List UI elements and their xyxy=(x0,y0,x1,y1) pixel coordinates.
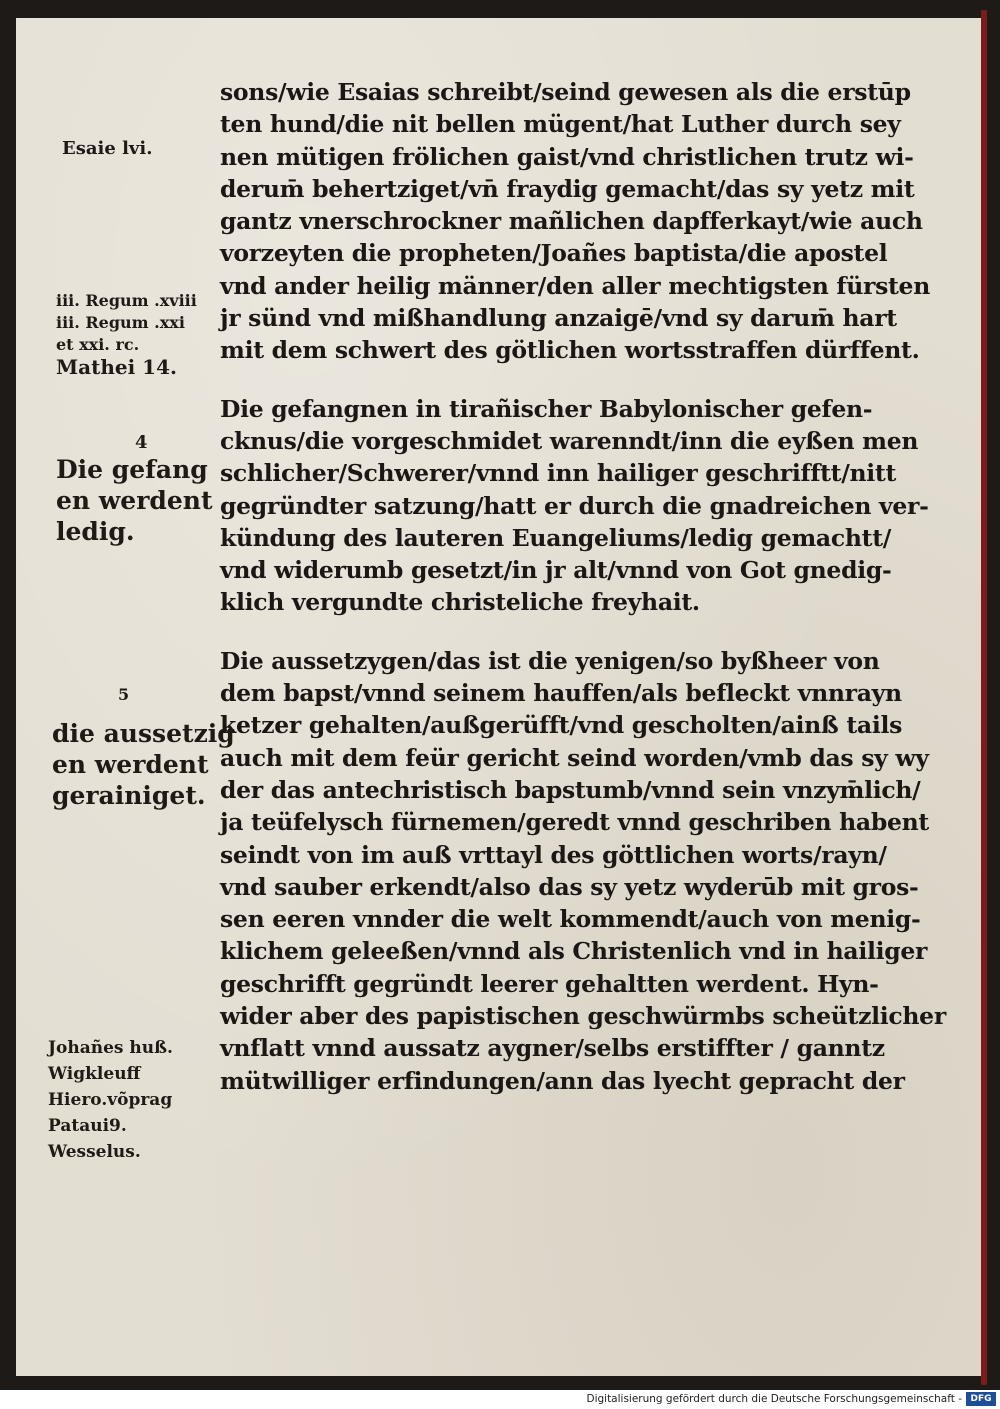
marginal-line: et xxi. rc. xyxy=(56,335,140,354)
text-line: jr sünd vnd mißhandlung anzaigē/vnd sy darum̄ hart xyxy=(220,304,897,333)
text-line: klichem geleeßen/vnnd als Christenlich vnd in hailiger xyxy=(220,937,928,966)
text-line: seindt von im auß vrttayl des göttlichen worts/rayn/ xyxy=(220,840,887,869)
text-line: ja teüfelysch fürnemen/geredt vnnd geschriben habent xyxy=(220,808,929,837)
marginal-line: ledig. xyxy=(56,517,135,546)
marginal-heading-aussetzig xyxy=(52,718,235,811)
marginal-line: en werdent xyxy=(52,750,209,779)
text-line: sen eeren vnnder die welt kommendt/auch von menig- xyxy=(220,905,921,934)
text-line: mit dem schwert des götlichen wortsstraffen dürffent. xyxy=(220,336,920,365)
text-line: wider aber des papistischen geschwürmbs scheützlicher xyxy=(220,1002,946,1031)
text-line: dem bapst/vnnd seinem hauffen/als befleckt vnnrayn xyxy=(220,679,902,708)
section-number-4: 4 xyxy=(135,432,148,453)
text-line: vnd sauber erkendt/also das sy yetz wyderūb mit gros- xyxy=(220,872,919,901)
text-line: sons/wie Esaias schreibt/seind gewesen als die erstūp xyxy=(220,78,911,106)
section-number-5: 5 xyxy=(118,685,130,704)
paragraph-2 xyxy=(220,393,929,619)
text-line: vorzeyten die propheten/Joañes baptista/die apostel xyxy=(220,239,888,268)
text-line: klich vergundte christeliche freyhait. xyxy=(220,588,700,617)
text-line: cknus/die vorgeschmidet warenndt/inn die eyßen men xyxy=(220,426,919,455)
marginal-line: Johañes huß. xyxy=(48,1038,173,1058)
paragraph-3 xyxy=(220,645,946,1097)
marginal-line: iii. Regum .xxi xyxy=(56,313,185,332)
marginal-line: iii. Regum .xviii xyxy=(56,291,197,310)
text-line: Die aussetzygen/das ist die yenigen/so byßheer von xyxy=(220,646,880,675)
marginal-line: gerainiget. xyxy=(52,781,206,810)
marginal-line: en werdent xyxy=(56,486,213,515)
footer xyxy=(0,1390,1000,1409)
marginal-note-regum xyxy=(56,290,197,378)
text-line: vnflatt vnnd aussatz aygner/selbs erstiffter / ganntz xyxy=(220,1034,885,1063)
marginal-line: Wesselus. xyxy=(48,1142,141,1162)
paragraph-1 xyxy=(220,76,930,367)
text-line: ketzer gehalten/außgerüfft/vnd gescholten/ainß tails xyxy=(220,711,902,740)
text-line: Die gefangnen in tirañischer Babylonischer gefen- xyxy=(220,394,873,423)
text-line: ten hund/die nit bellen mügent/hat Luther durch sey xyxy=(220,110,901,139)
marginal-line: Hiero.võprag xyxy=(48,1090,173,1110)
marginal-note-esaie: Esaie lvi. xyxy=(62,138,153,159)
funding-credit: Digitalisierung gefördert durch die Deutsche Forschungsgemeinschaft - xyxy=(586,1393,962,1405)
main-text xyxy=(220,76,946,1097)
dfg-logo: DFG xyxy=(966,1392,996,1406)
text-line: derum̄ behertziget/vn̄ fraydig gemacht/das sy yetz mit xyxy=(220,174,915,203)
text-line: vnd widerumb gesetzt/in jr alt/vnnd von Got gnedig- xyxy=(220,556,892,585)
text-line: schlicher/Schwerer/vnnd inn hailiger geschrifftt/nitt xyxy=(220,459,897,488)
text-line: vnd ander heilig männer/den aller mechtigsten fürsten xyxy=(220,271,930,300)
marginal-line: Die gefang xyxy=(56,455,208,484)
text-line: der das antechristisch bapstumb/vnnd sein vnzym̄lich/ xyxy=(220,775,921,804)
text-line: kündung des lauteren Euangeliums/ledig gemachtt/ xyxy=(220,523,892,552)
book-edge xyxy=(981,10,987,1385)
marginal-line: Pataui9. xyxy=(48,1116,127,1136)
marginal-heading-gefangen xyxy=(56,454,213,547)
text-line: gegründter satzung/hatt er durch die gnadreichen ver- xyxy=(220,491,929,520)
text-line: mütwilliger erfindungen/ann das lyecht gepracht der xyxy=(220,1066,905,1095)
marginal-line: Mathei 14. xyxy=(56,355,177,379)
text-line: auch mit dem feür gericht seind worden/vmb das sy wy xyxy=(220,743,929,772)
text-line: gantz vnerschrockner mañlichen dapfferkayt/wie auch xyxy=(220,207,923,236)
text-line: geschrifft gegründt leerer gehaltten werdent. Hyn- xyxy=(220,969,879,998)
text-line: nen mütigen frölichen gaist/vnd christlichen trutz wi- xyxy=(220,142,914,171)
marginal-note-names xyxy=(48,1035,173,1165)
marginal-line: die aussetzig xyxy=(52,719,235,748)
marginal-line: Wigkleuff xyxy=(48,1064,141,1084)
